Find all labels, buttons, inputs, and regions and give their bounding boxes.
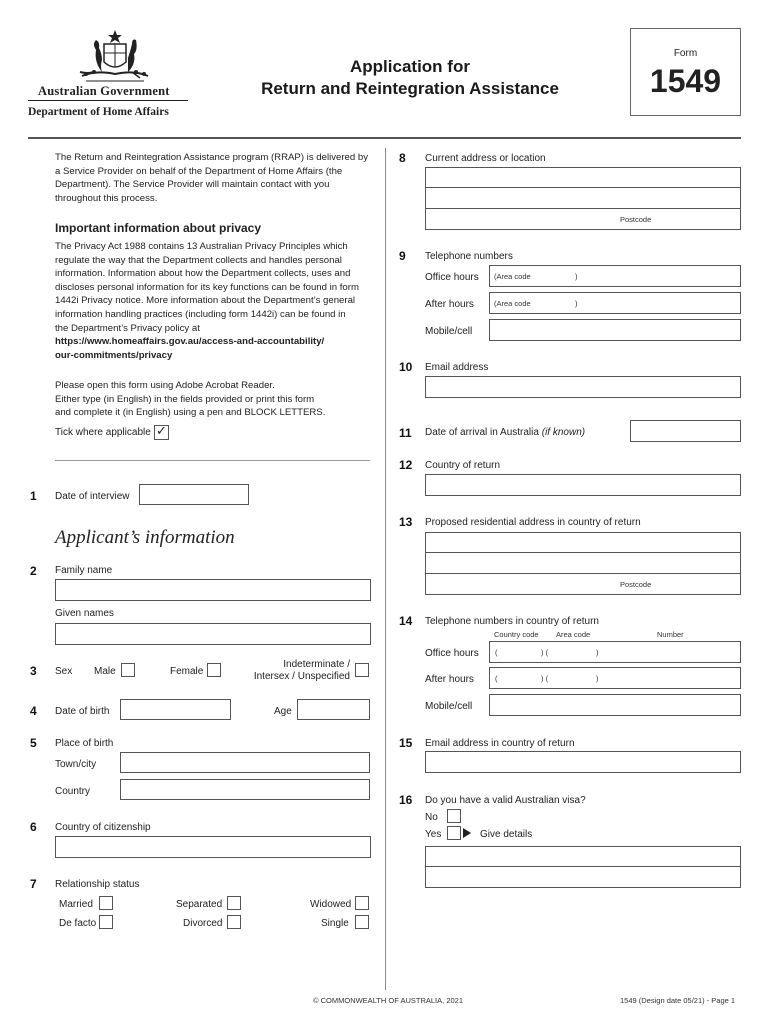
separated-label: Separated [176, 899, 223, 910]
return-mobile-label: Mobile/cell [425, 701, 473, 712]
intro-divider [55, 460, 370, 461]
q15-number: 15 [399, 736, 413, 750]
tick-instruction-label: Tick where applicable [55, 427, 151, 438]
header-rule [28, 100, 188, 101]
intro-paragraph: The Return and Reintegration Assistance program (RRAP) is delivered by a Service Provider on behalf of the Department of Home Affairs (the Department). The Service Provider will maintain contact with you throughout this process. [55, 152, 369, 204]
privacy-line: information. Information about how the Department collects, uses and [55, 268, 351, 280]
q8-number: 8 [399, 151, 406, 165]
q12-number: 12 [399, 458, 413, 472]
place-of-birth-label: Place of birth [55, 738, 114, 749]
age-field[interactable] [297, 699, 370, 720]
privacy-line: 1442i Privacy notice. More information about the Department’s general [55, 295, 356, 307]
return-office-phone-field[interactable] [489, 641, 741, 663]
relationship-status-label: Relationship status [55, 879, 140, 890]
visa-yes-checkbox[interactable] [447, 826, 461, 840]
q16-number: 16 [399, 793, 413, 807]
indeterminate-label-line2: Intersex / Unspecified [253, 671, 350, 682]
email-field[interactable] [425, 376, 741, 398]
separated-checkbox[interactable] [227, 896, 241, 910]
number-header: Number [657, 630, 684, 639]
date-of-interview-field[interactable] [139, 484, 249, 505]
q4-number: 4 [30, 704, 37, 718]
married-checkbox[interactable] [99, 896, 113, 910]
male-checkbox[interactable] [121, 663, 135, 677]
q10-number: 10 [399, 360, 413, 374]
instructions [55, 379, 380, 420]
q11-label-suffix: (if known) [541, 427, 586, 438]
q7-number: 7 [30, 877, 37, 891]
country-of-birth-label: Country [55, 786, 91, 797]
instruction-line: Please open this form using Adobe Acrobat Reader. [55, 380, 275, 391]
return-after-paren-mid: ) ( [541, 674, 549, 683]
after-area-code-close: ) [575, 299, 578, 308]
visa-no-checkbox[interactable] [447, 809, 461, 823]
form-title-line2: Return and Reintegration Assistance [261, 79, 559, 98]
given-names-label: Given names [55, 608, 114, 619]
return-after-paren-open: ( [495, 674, 498, 683]
de-facto-label: De facto [59, 918, 97, 929]
copyright-notice: © COMMONWEALTH OF AUSTRALIA, 2021 [313, 996, 463, 1005]
q9-label: Telephone numbers [425, 251, 513, 262]
q14-label: Telephone numbers in country of return [425, 616, 599, 627]
privacy-line: discloses personal information for its key functions can be found in form [55, 281, 359, 293]
q2-label: Family name [55, 565, 113, 576]
q12-label: Country of return [425, 460, 501, 471]
tick-example-box [154, 425, 169, 440]
q1-number: 1 [30, 489, 37, 503]
tick-mark-icon: ✓ [156, 424, 167, 439]
privacy-line: The Privacy Act 1988 contains 13 Australian Privacy Principles which [55, 241, 348, 252]
give-details-label: Give details [480, 829, 533, 840]
after-hours-label: After hours [425, 299, 474, 310]
q14-number: 14 [399, 614, 413, 628]
sex-label: Sex [55, 666, 73, 677]
office-area-code-close: ) [575, 272, 578, 281]
town-city-field[interactable] [120, 752, 370, 773]
divorced-label: Divorced [183, 918, 223, 929]
mobile-label: Mobile/cell [425, 326, 473, 337]
indeterminate-label-line1: Indeterminate / [283, 659, 350, 670]
age-label: Age [274, 706, 292, 717]
header-divider [28, 137, 741, 139]
married-label: Married [59, 899, 93, 910]
return-after-phone-field[interactable] [489, 667, 741, 689]
privacy-link[interactable] [55, 335, 380, 362]
return-office-hours-label: Office hours [425, 648, 479, 659]
indeterminate-checkbox[interactable] [355, 663, 369, 677]
given-names-field[interactable] [55, 623, 371, 645]
column-divider [385, 148, 386, 990]
arrow-right-icon [463, 828, 472, 838]
q6-number: 6 [30, 820, 37, 834]
privacy-line: the Department’s Privacy policy at [55, 322, 200, 334]
office-area-code-label: (Area code [494, 272, 531, 281]
form-title-line1: Application for [350, 57, 470, 76]
de-facto-checkbox[interactable] [99, 915, 113, 929]
return-address-line1[interactable] [425, 532, 741, 553]
q8-postcode-label: Postcode [620, 215, 652, 224]
return-mobile-field[interactable] [489, 694, 741, 716]
q13-postcode-label: Postcode [620, 580, 652, 589]
single-label: Single [321, 918, 349, 929]
current-address-line2[interactable] [425, 209, 741, 230]
q16-label: Do you have a valid Australian visa? [425, 795, 586, 806]
instruction-line: and complete it (in English) using a pen and BLOCK LETTERS. [55, 407, 326, 419]
single-checkbox[interactable] [355, 915, 369, 929]
q10-label: Email address [425, 362, 489, 373]
country-code-header: Country code [494, 630, 539, 639]
privacy-text [55, 240, 380, 362]
q15-label: Email address in country of return [425, 738, 575, 749]
visa-details-line2[interactable] [425, 867, 741, 888]
return-office-paren-mid: ) ( [541, 648, 549, 657]
return-address-line2[interactable] [425, 553, 741, 574]
widowed-label: Widowed [310, 899, 352, 910]
current-address-line1[interactable] [425, 167, 741, 188]
female-checkbox[interactable] [207, 663, 221, 677]
q9-number: 9 [399, 249, 406, 263]
q8-label: Current address or location [425, 153, 546, 164]
return-email-field[interactable] [425, 751, 741, 773]
family-name-field[interactable] [55, 579, 371, 601]
return-after-hours-label: After hours [425, 674, 474, 685]
form-number-box [630, 28, 741, 116]
q5-number: 5 [30, 736, 37, 750]
date-of-arrival-field[interactable] [630, 420, 741, 442]
privacy-line: information handling practices (including form 1442i) can be found in [55, 308, 346, 320]
office-hours-label: Office hours [425, 272, 479, 283]
department-name: Department of Home Affairs [28, 106, 169, 118]
date-of-birth-field[interactable] [120, 699, 231, 720]
after-area-code-label: (Area code [494, 299, 531, 308]
citizenship-label: Country of citizenship [55, 822, 151, 833]
q13-label: Proposed residential address in country of return [425, 517, 641, 528]
return-address-line3[interactable] [425, 574, 741, 595]
male-label: Male [94, 666, 116, 677]
country-of-return-field[interactable] [425, 474, 741, 496]
applicant-section-heading: Applicant’s information [55, 527, 235, 548]
current-address-mid[interactable] [425, 188, 741, 209]
widowed-checkbox[interactable] [355, 896, 369, 910]
return-office-paren-close: ) [596, 648, 599, 657]
q3-number: 3 [30, 664, 37, 678]
privacy-heading: Important information about privacy [55, 221, 262, 235]
dob-label: Date of birth [55, 706, 110, 717]
coat-of-arms-logo [66, 28, 164, 84]
form-number: 1549 [649, 63, 722, 99]
return-after-paren-close: ) [596, 674, 599, 683]
return-office-paren-open: ( [495, 648, 498, 657]
citizenship-field[interactable] [55, 836, 371, 858]
page-info: 1549 (Design date 05/21) - Page 1 [620, 996, 736, 1005]
mobile-phone-field[interactable] [489, 319, 741, 341]
visa-no-label: No [425, 812, 438, 823]
privacy-link-line1[interactable]: https://www.homeaffairs.gov.au/access-and-accountability/ [55, 336, 325, 348]
q1-label: Date of interview [55, 491, 130, 502]
visa-yes-label: Yes [425, 829, 442, 840]
instruction-line: Either type (in English) in the fields provided or print this form [55, 393, 315, 405]
divorced-checkbox[interactable] [227, 915, 241, 929]
area-code-header: Area code [556, 630, 591, 639]
form-label: Form [673, 48, 698, 59]
country-of-birth-field[interactable] [120, 779, 370, 800]
q11-label-text: Date of arrival in Australia [425, 427, 539, 438]
government-name: Australian Government [38, 84, 170, 98]
q11-number: 11 [399, 426, 412, 440]
visa-details-line1[interactable] [425, 846, 741, 867]
q2-number: 2 [30, 564, 37, 578]
privacy-link-line2[interactable]: our-commitments/privacy [55, 349, 173, 361]
town-city-label: Town/city [55, 759, 97, 770]
privacy-line: regulate the way that the Department collects and handles personal [55, 254, 342, 266]
q13-number: 13 [399, 515, 413, 529]
female-label: Female [170, 666, 204, 677]
q11-label [425, 427, 585, 438]
